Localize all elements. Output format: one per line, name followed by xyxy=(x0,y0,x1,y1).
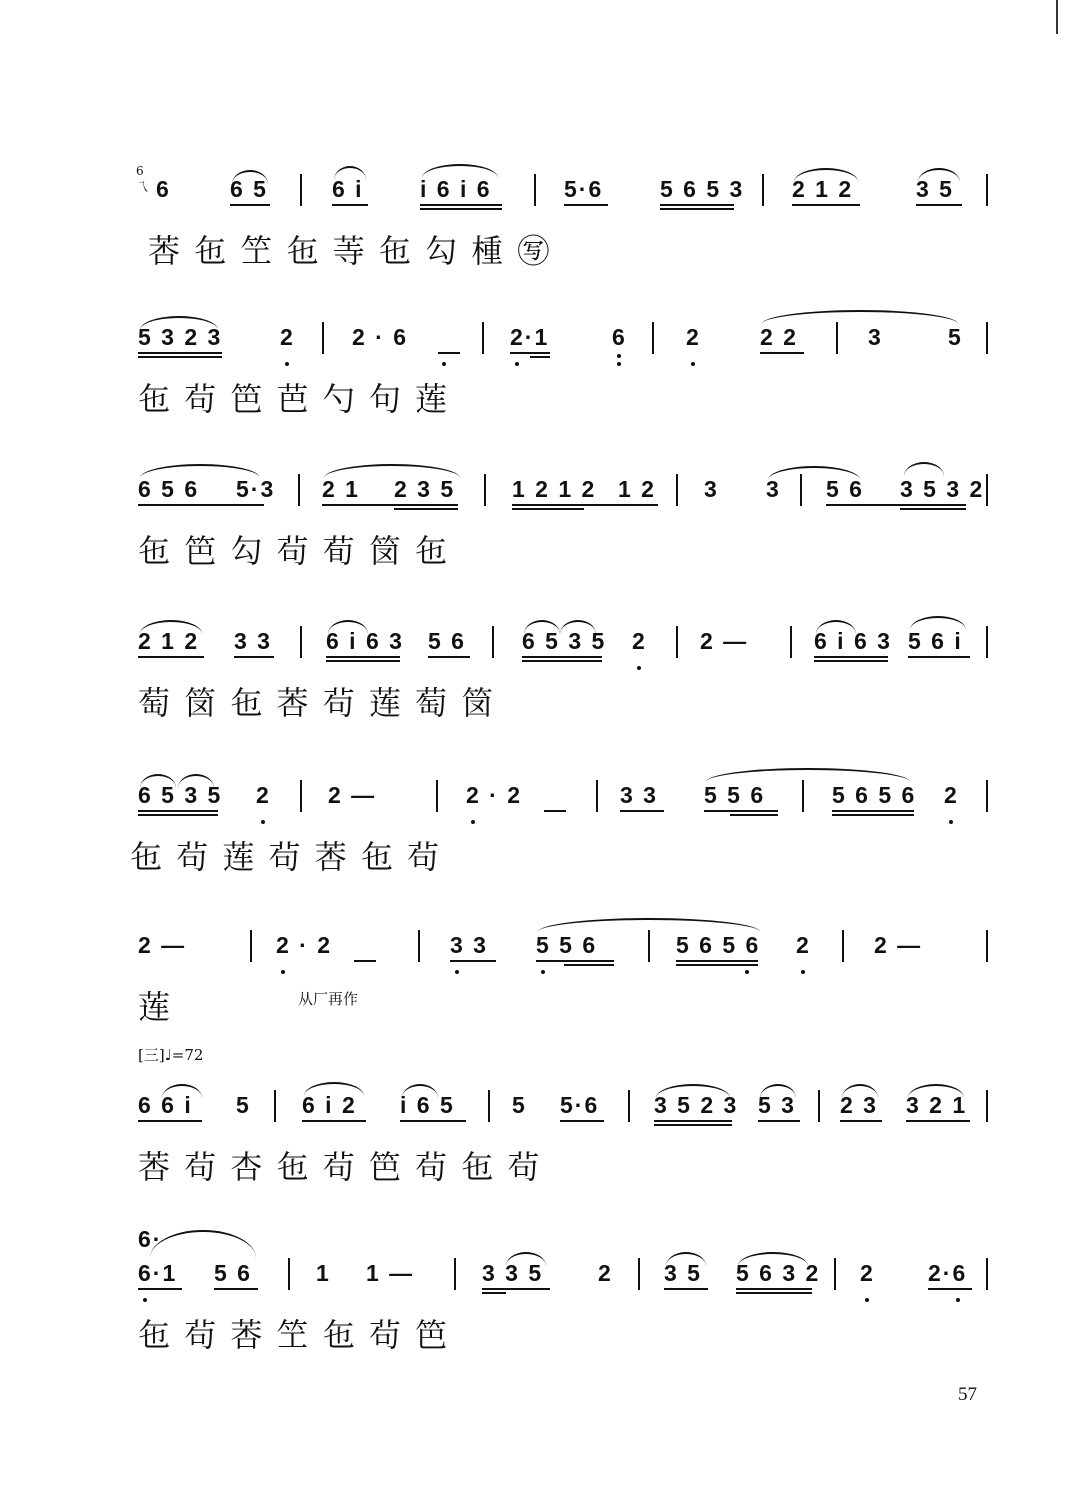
underline xyxy=(138,352,222,354)
low-dot xyxy=(956,1298,960,1302)
note: 5 5 6 xyxy=(704,782,766,808)
slur xyxy=(422,164,498,178)
barline xyxy=(492,626,494,658)
note: 3 xyxy=(704,476,719,502)
note: 3 3 xyxy=(450,932,488,958)
tablature-row-7: 莕 茍 杏 㐌 茍 笆 茍 㐌 茍 xyxy=(138,1148,542,1186)
low-dot xyxy=(637,666,641,670)
note: 5 6 i xyxy=(908,628,963,654)
note: 2 1 xyxy=(322,476,360,502)
underline xyxy=(428,656,470,658)
underline xyxy=(916,204,962,206)
underline xyxy=(138,504,264,506)
barline xyxy=(800,474,802,506)
underline xyxy=(450,960,496,962)
note: 6 5 6 xyxy=(138,476,200,502)
note: 5·6 xyxy=(564,176,604,202)
barline xyxy=(676,626,678,658)
note: 6 i 6 3 xyxy=(814,628,892,654)
note: 6 i xyxy=(332,176,364,202)
barline xyxy=(322,322,324,354)
underline xyxy=(664,1288,708,1290)
note: 3 2 1 xyxy=(906,1092,968,1118)
underline xyxy=(138,356,222,358)
underline xyxy=(234,656,274,658)
note: 3 3 5 xyxy=(482,1260,544,1286)
underline xyxy=(400,1120,466,1122)
low-dot xyxy=(865,1298,869,1302)
note: 2·1 xyxy=(510,324,550,350)
notes-row-2 xyxy=(0,318,1080,378)
note: 2 2 xyxy=(760,324,798,350)
note: 5 3 xyxy=(758,1092,796,1118)
note: 1 xyxy=(316,1260,331,1286)
note: 1 2 xyxy=(618,476,656,502)
underline xyxy=(522,660,602,662)
slur xyxy=(150,1230,256,1258)
slur xyxy=(768,466,860,480)
note: 2 — xyxy=(138,932,187,958)
tablature-row-2: 㐌 茍 笆 芭 勺 句 莲 xyxy=(138,380,450,418)
note: 5 6 3 2 xyxy=(736,1260,821,1286)
underline xyxy=(138,1120,202,1122)
low-dot xyxy=(143,1298,147,1302)
tablature-row-8: 㐌 茍 莕 笁 㐌 茍 笆 xyxy=(138,1316,450,1354)
note: 5 6 xyxy=(826,476,864,502)
underline xyxy=(760,352,804,354)
slur xyxy=(140,774,176,788)
notes-row-8 xyxy=(0,1254,1080,1314)
notes-row-4 xyxy=(0,622,1080,682)
underline xyxy=(620,810,664,812)
note: 2 3 xyxy=(840,1092,878,1118)
note: 2 3 5 xyxy=(394,476,456,502)
slur xyxy=(328,620,368,634)
underline xyxy=(512,508,584,510)
note: 5 5 6 xyxy=(536,932,598,958)
underline xyxy=(560,1120,604,1122)
barline xyxy=(986,174,988,206)
note: 2 — xyxy=(700,628,749,654)
note: 5 3 2 3 xyxy=(138,324,223,350)
underline xyxy=(394,508,458,510)
notes-row-3 xyxy=(0,470,1080,530)
tablature-row-5: 㐌 茍 莲 茍 莕 㐌 茍 xyxy=(130,838,442,876)
barline xyxy=(300,174,302,206)
note: 2 xyxy=(686,324,701,350)
underline xyxy=(676,960,758,962)
underline xyxy=(792,204,860,206)
underline xyxy=(544,810,566,812)
tablature-row-6: 莲 xyxy=(138,988,173,1026)
barline xyxy=(288,1258,290,1290)
underline xyxy=(512,504,658,506)
note-above: 6· xyxy=(138,1226,163,1252)
tablature-row-4: 萄 笝 㐌 莕 茍 莲 萄 笝 xyxy=(138,684,496,722)
note: 6 6 i xyxy=(138,1092,193,1118)
note: 2 1 2 xyxy=(792,176,854,202)
barline xyxy=(628,1090,630,1122)
underline xyxy=(654,1120,732,1122)
low-dot xyxy=(471,820,475,824)
slur xyxy=(706,768,910,782)
underline xyxy=(814,656,888,658)
underline xyxy=(928,1288,972,1290)
underline xyxy=(332,204,368,206)
note: 5 xyxy=(948,324,963,350)
underline xyxy=(530,356,550,358)
underline xyxy=(354,960,376,962)
underline xyxy=(814,660,888,662)
underline xyxy=(138,810,218,812)
underline xyxy=(736,1292,812,1294)
underline xyxy=(704,810,778,812)
note: 3 3 xyxy=(620,782,658,808)
barline xyxy=(762,174,764,206)
tablature-row-3: 㐌 笆 勾 茍 荀 笝 㐌 xyxy=(138,532,450,570)
note: 5 6 5 3 xyxy=(660,176,745,202)
note: i 6 i 6 xyxy=(420,176,492,202)
note: 2 · 6 xyxy=(352,324,409,350)
note: 5 6 5 6 xyxy=(676,932,761,958)
slur xyxy=(524,620,560,634)
slur xyxy=(760,1084,796,1098)
slur xyxy=(140,620,202,634)
slur xyxy=(910,616,966,630)
barline xyxy=(436,780,438,812)
barline xyxy=(300,780,302,812)
underline xyxy=(730,814,778,816)
barline xyxy=(418,930,420,962)
barline xyxy=(818,1090,820,1122)
note: 2 xyxy=(796,932,811,958)
barline xyxy=(534,174,536,206)
barline xyxy=(298,474,300,506)
note: 6 xyxy=(612,324,627,350)
slur xyxy=(232,170,268,184)
note: 2 xyxy=(944,782,959,808)
low-dot xyxy=(801,970,805,974)
underline xyxy=(660,204,734,206)
underline xyxy=(906,1120,970,1122)
slur xyxy=(140,316,218,330)
slur xyxy=(816,620,856,634)
section-label: [三]♩=72 xyxy=(138,1046,204,1064)
tuning-mark: 6 乁 xyxy=(136,164,149,194)
underline xyxy=(138,814,218,816)
underline xyxy=(420,208,502,210)
barline xyxy=(300,626,302,658)
notes-row-7 xyxy=(0,1086,1080,1146)
barline xyxy=(676,474,678,506)
notes-row-1 xyxy=(0,170,1080,230)
barline xyxy=(836,322,838,354)
low-dot xyxy=(949,820,953,824)
underline xyxy=(214,1288,258,1290)
slur xyxy=(324,464,460,478)
barline xyxy=(802,780,804,812)
underline xyxy=(900,508,966,510)
note: 6 5 3 5 xyxy=(138,782,223,808)
note: 6 i 2 xyxy=(302,1092,357,1118)
underline xyxy=(138,1288,182,1290)
note: 6·1 xyxy=(138,1260,178,1286)
slur xyxy=(334,166,366,180)
barline xyxy=(652,322,654,354)
slur xyxy=(402,1084,438,1098)
note: 3 3 xyxy=(234,628,272,654)
note: 3 xyxy=(766,476,781,502)
tablature-row-1: 莕 㐌 笁 㐌 䓁 㐌 勾 㮔 ㊢ xyxy=(148,232,552,270)
barline xyxy=(790,626,792,658)
underline xyxy=(536,960,614,962)
slur xyxy=(762,310,958,324)
notes-row-6 xyxy=(0,926,1080,986)
barline xyxy=(986,930,988,962)
notes-row-5 xyxy=(0,776,1080,836)
slur xyxy=(162,1084,202,1098)
low-dot xyxy=(261,820,265,824)
page-number: 57 xyxy=(958,1384,977,1405)
underline xyxy=(302,1120,366,1122)
note: 2 · 2 xyxy=(276,932,333,958)
note: 6 xyxy=(156,176,171,202)
underline xyxy=(564,964,614,966)
underline xyxy=(326,660,400,662)
slur xyxy=(656,1084,730,1098)
underline xyxy=(482,1292,506,1294)
low-dot xyxy=(281,970,285,974)
barline xyxy=(484,474,486,506)
note: 3 5 xyxy=(664,1260,702,1286)
underline xyxy=(660,208,734,210)
note: 2 xyxy=(860,1260,875,1286)
note: 1 — xyxy=(366,1260,415,1286)
slur xyxy=(794,168,858,182)
note: 2 · 2 xyxy=(466,782,523,808)
note: 2 xyxy=(632,628,647,654)
underline xyxy=(510,352,550,354)
note: 5 6 xyxy=(428,628,466,654)
underline xyxy=(736,1288,812,1290)
note: 5 6 xyxy=(214,1260,252,1286)
barline xyxy=(986,322,988,354)
note: 3 5 2 3 xyxy=(654,1092,739,1118)
barline xyxy=(596,780,598,812)
note: 5 xyxy=(236,1092,251,1118)
slur xyxy=(908,1084,964,1098)
underline xyxy=(832,810,914,812)
barline xyxy=(986,626,988,658)
note: 2 1 2 xyxy=(138,628,200,654)
slur xyxy=(904,462,944,476)
slur xyxy=(506,1252,546,1266)
underline xyxy=(832,814,914,816)
slur xyxy=(304,1082,364,1096)
note: 2 xyxy=(280,324,295,350)
barline xyxy=(454,1258,456,1290)
underline xyxy=(654,1124,732,1126)
low-dot xyxy=(617,354,621,358)
note: 6 5 xyxy=(230,176,268,202)
barline xyxy=(488,1090,490,1122)
barline xyxy=(986,1258,988,1290)
low-dot xyxy=(541,970,545,974)
note: 5 xyxy=(512,1092,527,1118)
note: 3 5 3 2 xyxy=(900,476,985,502)
slur xyxy=(140,464,260,478)
underline xyxy=(840,1120,882,1122)
slur xyxy=(842,1084,878,1098)
performance-instruction: 从厂再作 xyxy=(298,990,359,1008)
barline xyxy=(986,474,988,506)
note: 6 5 3 5 xyxy=(522,628,607,654)
underline xyxy=(438,352,460,354)
note: 5·6 xyxy=(560,1092,600,1118)
barline xyxy=(482,322,484,354)
note: i 6 5 xyxy=(400,1092,455,1118)
low-dot xyxy=(285,362,289,366)
note: 2 — xyxy=(874,932,923,958)
underline xyxy=(522,656,602,658)
note: 2·6 xyxy=(928,1260,968,1286)
underline xyxy=(420,204,502,206)
barline xyxy=(986,1090,988,1122)
barline xyxy=(274,1090,276,1122)
low-dot xyxy=(745,970,749,974)
underline xyxy=(322,504,458,506)
note: 1 2 1 2 xyxy=(512,476,597,502)
low-dot xyxy=(691,362,695,366)
note: 5 6 5 6 xyxy=(832,782,917,808)
underline xyxy=(758,1120,800,1122)
underline xyxy=(230,204,270,206)
slur xyxy=(918,168,960,182)
note: 3 xyxy=(868,324,883,350)
underline xyxy=(564,204,608,206)
barline xyxy=(834,1258,836,1290)
barline xyxy=(638,1258,640,1290)
low-dot xyxy=(442,362,446,366)
slur xyxy=(560,620,596,634)
barline xyxy=(648,930,650,962)
note: 2 xyxy=(598,1260,613,1286)
note: 2 — xyxy=(328,782,377,808)
slur xyxy=(738,1252,808,1266)
corner-mark xyxy=(1056,0,1058,34)
slur xyxy=(666,1252,706,1266)
low-dot xyxy=(515,362,519,366)
underline xyxy=(326,656,400,658)
low-dot xyxy=(617,362,621,366)
note: 6 i 6 3 xyxy=(326,628,404,654)
note: 3 5 xyxy=(916,176,954,202)
slur xyxy=(178,774,214,788)
note: 5·3 xyxy=(236,476,276,502)
underline xyxy=(482,1288,550,1290)
underline xyxy=(908,656,970,658)
underline xyxy=(826,504,966,506)
underline xyxy=(138,656,204,658)
barline xyxy=(986,780,988,812)
barline xyxy=(842,930,844,962)
barline xyxy=(250,930,252,962)
underline xyxy=(676,964,758,966)
note: 2 xyxy=(256,782,271,808)
low-dot xyxy=(455,970,459,974)
